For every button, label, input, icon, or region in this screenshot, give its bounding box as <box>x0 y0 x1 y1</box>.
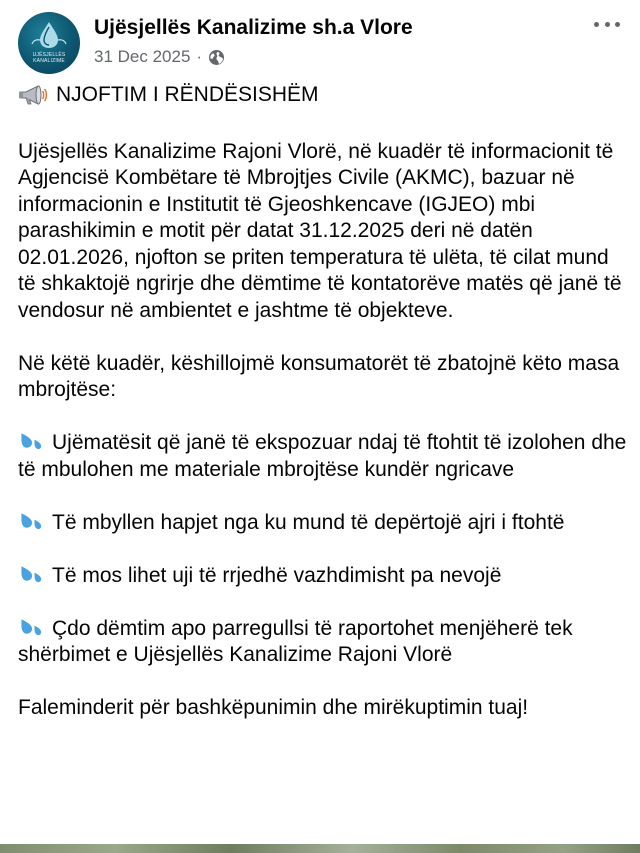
post-date[interactable]: 31 Dec 2025 <box>94 47 191 66</box>
attached-image-preview[interactable] <box>0 844 640 853</box>
post-headline <box>18 82 628 109</box>
closing-paragraph: Faleminderit për bashkëpunimin dhe mirëkuptimin tuaj! <box>18 696 529 719</box>
intro-paragraph: Ujësjellës Kanalizime Rajoni Vlorë, në kuadër të informacionit të Agjencisë Kombëtare të Mbrojtjes Civile (AKMC), bazuar në informacionin e Institutit të Gjeoshkencave (IGJEO) mbi parashikimin e motit për datat 31.12.2025 deri në datën 02.01.2026, njofton se priten temperatura të ulëta, të cilat mund të shkaktojë ngrirje dhe dëmtime të kontatorëve matës që janë të vendosur në ambientet e jashtme të objekteve. <box>18 139 622 322</box>
bullet-item <box>18 510 628 537</box>
avatar[interactable] <box>18 12 80 74</box>
bullet-item <box>18 430 628 483</box>
bullet-text: Ujëmatësit që janë të ekspozuar ndaj të ftohtit të izolohen dhe të mbulohen me materiale mbrojtëse kundër ngricave <box>18 431 627 481</box>
post-content <box>18 82 628 722</box>
bullet-text: Çdo dëmtim apo parregullsi të raportohet menjëherë tek shërbimet e Ujësjellës Kanalizime Rajoni Vlorë <box>18 616 573 666</box>
meta-separator: · <box>196 47 203 66</box>
bullet-item <box>18 563 628 590</box>
droplets-icon <box>18 563 44 585</box>
droplets-icon <box>18 616 44 638</box>
advice-paragraph: Në këtë kuadër, këshillojmë konsumatorët të zbatojnë këto masa mbrojtëse: <box>18 351 620 401</box>
avatar-text-line1: UJËSJELLËS <box>32 52 66 58</box>
droplets-icon <box>18 430 44 452</box>
water-drop-logo-icon <box>18 12 80 74</box>
droplets-icon <box>18 510 44 532</box>
avatar-text-line2: KANALIZIME <box>33 58 65 64</box>
bullet-text: Të mos lihet uji të rrjedhë vazhdimisht pa nevojë <box>52 563 502 587</box>
post-meta <box>94 47 225 67</box>
post-header <box>18 12 622 74</box>
headline-text: NJOFTIM I RËNDËSISHËM <box>56 83 319 106</box>
globe-icon <box>208 49 225 66</box>
bullet-text: Të mbyllen hapjet nga ku mund të depërtojë ajri i ftohtë <box>52 510 565 534</box>
more-horizontal-icon[interactable] <box>592 14 622 34</box>
bullet-item <box>18 616 628 669</box>
page-name[interactable]: Ujësjellës Kanalizime sh.a Vlore <box>94 16 413 39</box>
megaphone-icon <box>18 83 48 107</box>
